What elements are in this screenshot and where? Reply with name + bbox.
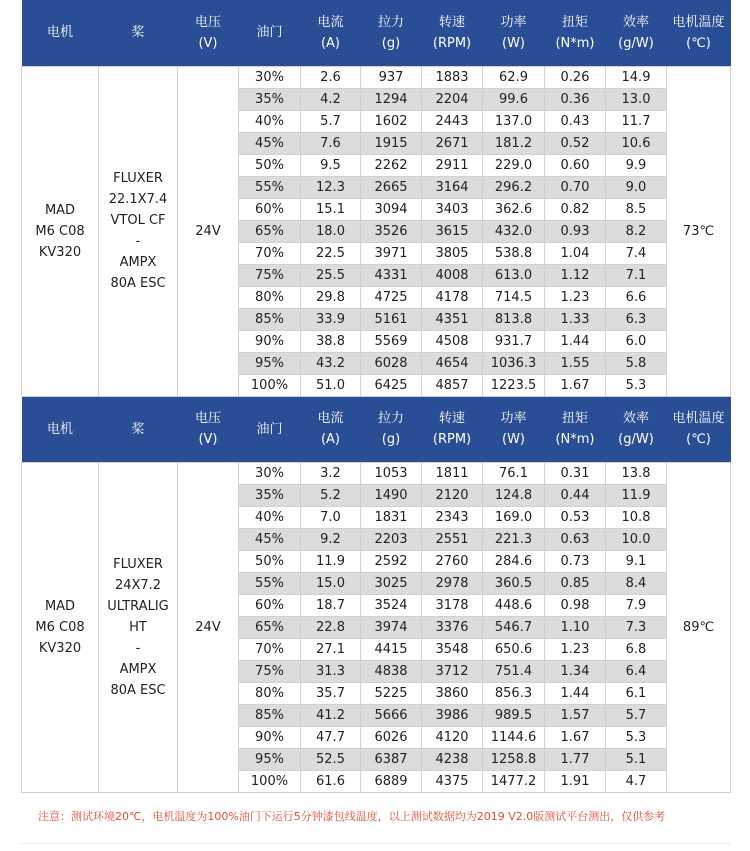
rpm-cell: 2120 [422, 484, 483, 506]
current-cell: 11.9 [301, 550, 361, 572]
prop-cell: FLUXER 22.1X7.4 VTOL CF - AMPX 80A ESC [99, 66, 178, 396]
thrust-cell: 3971 [361, 242, 422, 264]
torque-cell: 0.63 [545, 528, 606, 550]
thrust-cell: 4725 [361, 286, 422, 308]
column-header [301, 396, 361, 462]
throttle-cell: 100% [239, 374, 301, 396]
column-header-unit: (g) [381, 432, 401, 447]
prop-cell: FLUXER 24X7.2 ULTRALIG HT - AMPX 80A ESC [99, 462, 178, 792]
table-row [22, 462, 731, 484]
efficiency-cell: 8.4 [606, 572, 667, 594]
column-header [545, 0, 606, 66]
thrust-cell: 1915 [361, 132, 422, 154]
power-cell: 99.6 [483, 88, 545, 110]
rpm-cell: 3860 [422, 682, 483, 704]
column-header [22, 396, 99, 462]
column-header-label: 桨 [131, 421, 145, 437]
column-header [422, 0, 483, 66]
efficiency-cell: 5.3 [606, 726, 667, 748]
current-cell: 61.6 [301, 770, 361, 792]
efficiency-cell: 6.4 [606, 660, 667, 682]
column-header-unit: (W) [502, 432, 525, 447]
voltage-cell: 24V [178, 462, 239, 792]
motor-cell: MAD M6 C08 KV320 [22, 462, 99, 792]
column-header-unit: (RPM) [432, 35, 472, 51]
column-header-label: 扭矩 [561, 411, 588, 426]
current-cell: 25.5 [301, 264, 361, 286]
column-header [178, 0, 239, 66]
throttle-cell: 55% [239, 572, 301, 594]
column-header-label: 效率 [622, 411, 649, 426]
thrust-cell: 3094 [361, 198, 422, 220]
throttle-cell: 80% [239, 682, 301, 704]
throttle-cell: 40% [239, 506, 301, 528]
power-cell: 360.5 [483, 572, 545, 594]
torque-cell: 0.73 [545, 550, 606, 572]
torque-cell: 1.10 [545, 616, 606, 638]
thrust-cell: 5666 [361, 704, 422, 726]
column-header-label: 功率 [500, 411, 527, 426]
current-cell: 52.5 [301, 748, 361, 770]
rpm-cell: 2978 [422, 572, 483, 594]
column-header-unit: (℃) [686, 432, 711, 447]
efficiency-cell: 9.1 [606, 550, 667, 572]
throttle-cell: 90% [239, 726, 301, 748]
column-header [545, 396, 606, 462]
thrust-cell: 6889 [361, 770, 422, 792]
torque-cell: 0.82 [545, 198, 606, 220]
thrust-cell: 4838 [361, 660, 422, 682]
efficiency-cell: 6.3 [606, 308, 667, 330]
column-header-unit: (g/W) [618, 35, 654, 51]
thrust-cell: 4415 [361, 638, 422, 660]
power-cell: 1144.6 [483, 726, 545, 748]
column-header-unit: (g/W) [618, 432, 654, 447]
current-cell: 15.1 [301, 198, 361, 220]
efficiency-cell: 10.8 [606, 506, 667, 528]
rpm-cell: 4238 [422, 748, 483, 770]
rpm-cell: 2671 [422, 132, 483, 154]
power-cell: 362.6 [483, 198, 545, 220]
current-cell: 29.8 [301, 286, 361, 308]
column-header-unit: (N*m) [555, 35, 595, 51]
rpm-cell: 3805 [422, 242, 483, 264]
column-header [361, 396, 422, 462]
power-cell: 538.8 [483, 242, 545, 264]
throttle-cell: 55% [239, 176, 301, 198]
throttle-cell: 35% [239, 484, 301, 506]
column-header-label: 扭矩 [561, 14, 588, 30]
current-cell: 15.0 [301, 572, 361, 594]
rpm-cell: 1883 [422, 66, 483, 88]
efficiency-cell: 7.3 [606, 616, 667, 638]
thrust-cell: 1294 [361, 88, 422, 110]
rpm-cell: 3712 [422, 660, 483, 682]
rpm-cell: 2551 [422, 528, 483, 550]
power-cell: 1477.2 [483, 770, 545, 792]
column-header [606, 0, 667, 66]
throttle-cell: 65% [239, 616, 301, 638]
power-cell: 1258.8 [483, 748, 545, 770]
column-header [239, 0, 301, 66]
rpm-cell: 4351 [422, 308, 483, 330]
power-cell: 137.0 [483, 110, 545, 132]
torque-cell: 0.44 [545, 484, 606, 506]
efficiency-cell: 5.8 [606, 352, 667, 374]
power-cell: 989.5 [483, 704, 545, 726]
torque-cell: 0.36 [545, 88, 606, 110]
throttle-cell: 85% [239, 308, 301, 330]
efficiency-cell: 7.1 [606, 264, 667, 286]
rpm-cell: 3403 [422, 198, 483, 220]
torque-cell: 1.23 [545, 286, 606, 308]
current-cell: 2.6 [301, 66, 361, 88]
power-cell: 856.3 [483, 682, 545, 704]
throttle-cell: 60% [239, 594, 301, 616]
column-header-unit: (A) [320, 432, 341, 447]
column-header-label: 电流 [317, 14, 344, 30]
rpm-cell: 3178 [422, 594, 483, 616]
power-cell: 813.8 [483, 308, 545, 330]
throttle-cell: 65% [239, 220, 301, 242]
power-cell: 124.8 [483, 484, 545, 506]
thrust-cell: 2665 [361, 176, 422, 198]
torque-cell: 1.12 [545, 264, 606, 286]
thrust-cell: 6387 [361, 748, 422, 770]
efficiency-cell: 5.1 [606, 748, 667, 770]
thrust-cell: 3524 [361, 594, 422, 616]
column-header-unit: (W) [502, 35, 525, 51]
efficiency-cell: 13.0 [606, 88, 667, 110]
power-cell: 1223.5 [483, 374, 545, 396]
voltage-cell: 24V [178, 66, 239, 396]
torque-cell: 0.93 [545, 220, 606, 242]
thrust-cell: 4331 [361, 264, 422, 286]
column-header-label: 电流 [317, 411, 344, 426]
thrust-cell: 5225 [361, 682, 422, 704]
torque-cell: 0.53 [545, 506, 606, 528]
throttle-cell: 50% [239, 550, 301, 572]
power-cell: 62.9 [483, 66, 545, 88]
column-header-label: 功率 [500, 14, 527, 30]
column-header [667, 0, 731, 66]
rpm-cell: 4508 [422, 330, 483, 352]
power-cell: 448.6 [483, 594, 545, 616]
column-header-label: 拉力 [377, 411, 404, 426]
power-cell: 546.7 [483, 616, 545, 638]
rpm-cell: 3986 [422, 704, 483, 726]
table-row [22, 66, 731, 88]
column-header-label: 拉力 [377, 14, 404, 30]
torque-cell: 0.98 [545, 594, 606, 616]
divider [21, 843, 730, 844]
throttle-cell: 85% [239, 704, 301, 726]
column-header [422, 396, 483, 462]
column-header-label: 电机 [46, 421, 73, 437]
throttle-cell: 45% [239, 132, 301, 154]
torque-cell: 1.04 [545, 242, 606, 264]
torque-cell: 1.55 [545, 352, 606, 374]
column-header [22, 0, 99, 66]
temperature-cell: 73℃ [667, 66, 731, 396]
throttle-cell: 50% [239, 154, 301, 176]
rpm-cell: 3615 [422, 220, 483, 242]
column-header [483, 0, 545, 66]
torque-cell: 1.23 [545, 638, 606, 660]
throttle-cell: 45% [239, 528, 301, 550]
throttle-cell: 95% [239, 352, 301, 374]
thrust-cell: 6028 [361, 352, 422, 374]
column-header-label: 效率 [622, 14, 649, 30]
efficiency-cell: 6.8 [606, 638, 667, 660]
column-header-label: 电机 [46, 25, 73, 41]
power-cell: 229.0 [483, 154, 545, 176]
efficiency-cell: 10.0 [606, 528, 667, 550]
rpm-cell: 2204 [422, 88, 483, 110]
power-cell: 284.6 [483, 550, 545, 572]
current-cell: 9.2 [301, 528, 361, 550]
power-cell: 296.2 [483, 176, 545, 198]
throttle-cell: 40% [239, 110, 301, 132]
throttle-cell: 60% [239, 198, 301, 220]
column-header-label: 电机温度 [672, 14, 725, 30]
power-cell: 181.2 [483, 132, 545, 154]
column-header-label: 电机温度 [672, 411, 725, 426]
torque-cell: 0.31 [545, 462, 606, 484]
power-cell: 751.4 [483, 660, 545, 682]
current-cell: 4.2 [301, 88, 361, 110]
column-header-label: 转速 [438, 14, 465, 30]
current-cell: 22.5 [301, 242, 361, 264]
current-cell: 31.3 [301, 660, 361, 682]
efficiency-cell: 9.9 [606, 154, 667, 176]
motor-cell: MAD M6 C08 KV320 [22, 66, 99, 396]
rpm-cell: 3164 [422, 176, 483, 198]
power-cell: 1036.3 [483, 352, 545, 374]
throttle-cell: 70% [239, 638, 301, 660]
torque-cell: 0.60 [545, 154, 606, 176]
rpm-cell: 2760 [422, 550, 483, 572]
efficiency-cell: 13.8 [606, 462, 667, 484]
torque-cell: 1.33 [545, 308, 606, 330]
torque-cell: 1.57 [545, 704, 606, 726]
torque-cell: 1.44 [545, 682, 606, 704]
throttle-cell: 30% [239, 66, 301, 88]
power-cell: 432.0 [483, 220, 545, 242]
thrust-cell: 6026 [361, 726, 422, 748]
efficiency-cell: 11.9 [606, 484, 667, 506]
current-cell: 18.7 [301, 594, 361, 616]
current-cell: 22.8 [301, 616, 361, 638]
thrust-cell: 5161 [361, 308, 422, 330]
torque-cell: 0.85 [545, 572, 606, 594]
rpm-cell: 4120 [422, 726, 483, 748]
efficiency-cell: 9.0 [606, 176, 667, 198]
thrust-cell: 2262 [361, 154, 422, 176]
column-header [361, 0, 422, 66]
thrust-cell: 6425 [361, 374, 422, 396]
column-header-unit: (℃) [686, 35, 711, 51]
column-header [239, 396, 301, 462]
rpm-cell: 1811 [422, 462, 483, 484]
current-cell: 12.3 [301, 176, 361, 198]
thrust-cell: 2203 [361, 528, 422, 550]
test-note: 注意：测试环境20℃，电机温度为100%油门下运行5分钟漆包线温度，以上测试数据均为2019 V2.0版测试平台测出，仅供参考 [38, 810, 666, 823]
power-cell: 613.0 [483, 264, 545, 286]
current-cell: 51.0 [301, 374, 361, 396]
column-header-label: 电压 [194, 14, 221, 30]
rpm-cell: 4375 [422, 770, 483, 792]
thrust-cell: 3526 [361, 220, 422, 242]
torque-cell: 1.91 [545, 770, 606, 792]
efficiency-cell: 8.5 [606, 198, 667, 220]
thrust-cell: 1053 [361, 462, 422, 484]
throttle-cell: 30% [239, 462, 301, 484]
efficiency-cell: 6.1 [606, 682, 667, 704]
rpm-cell: 4857 [422, 374, 483, 396]
rpm-cell: 4008 [422, 264, 483, 286]
torque-cell: 0.43 [545, 110, 606, 132]
column-header [301, 0, 361, 66]
thrust-cell: 1831 [361, 506, 422, 528]
throttle-cell: 75% [239, 264, 301, 286]
power-cell: 169.0 [483, 506, 545, 528]
rpm-cell: 3548 [422, 638, 483, 660]
header-row [22, 396, 731, 462]
column-header-unit: (RPM) [432, 432, 472, 447]
column-header [667, 396, 731, 462]
efficiency-cell: 11.7 [606, 110, 667, 132]
rpm-cell: 2911 [422, 154, 483, 176]
thrust-cell: 3974 [361, 616, 422, 638]
thrust-cell: 3025 [361, 572, 422, 594]
current-cell: 35.7 [301, 682, 361, 704]
column-header-label: 油门 [256, 421, 283, 437]
temperature-cell: 89℃ [667, 462, 731, 792]
spec-tables [21, 0, 730, 793]
current-cell: 47.7 [301, 726, 361, 748]
throttle-cell: 70% [239, 242, 301, 264]
throttle-cell: 35% [239, 88, 301, 110]
rpm-cell: 2343 [422, 506, 483, 528]
current-cell: 18.0 [301, 220, 361, 242]
rpm-cell: 4178 [422, 286, 483, 308]
power-cell: 650.6 [483, 638, 545, 660]
torque-cell: 1.67 [545, 726, 606, 748]
efficiency-cell: 8.2 [606, 220, 667, 242]
torque-cell: 0.52 [545, 132, 606, 154]
torque-cell: 1.44 [545, 330, 606, 352]
current-cell: 41.2 [301, 704, 361, 726]
rpm-cell: 3376 [422, 616, 483, 638]
column-header-unit: (V) [198, 432, 218, 447]
torque-cell: 1.34 [545, 660, 606, 682]
power-cell: 221.3 [483, 528, 545, 550]
efficiency-cell: 7.9 [606, 594, 667, 616]
efficiency-cell: 10.6 [606, 132, 667, 154]
current-cell: 33.9 [301, 308, 361, 330]
column-header-label: 桨 [131, 25, 145, 41]
torque-cell: 0.26 [545, 66, 606, 88]
efficiency-cell: 5.3 [606, 374, 667, 396]
throttle-cell: 80% [239, 286, 301, 308]
torque-cell: 0.70 [545, 176, 606, 198]
column-header-label: 电压 [194, 411, 221, 426]
rpm-cell: 2443 [422, 110, 483, 132]
column-header [99, 396, 178, 462]
rpm-cell: 4654 [422, 352, 483, 374]
current-cell: 9.5 [301, 154, 361, 176]
column-header-label: 油门 [256, 25, 283, 41]
column-header-label: 转速 [438, 411, 465, 426]
header-row [22, 0, 731, 66]
efficiency-cell: 7.4 [606, 242, 667, 264]
column-header-unit: (g) [381, 35, 401, 51]
current-cell: 5.2 [301, 484, 361, 506]
efficiency-cell: 6.6 [606, 286, 667, 308]
current-cell: 3.2 [301, 462, 361, 484]
torque-cell: 1.77 [545, 748, 606, 770]
throttle-cell: 95% [239, 748, 301, 770]
thrust-cell: 937 [361, 66, 422, 88]
efficiency-cell: 5.7 [606, 704, 667, 726]
current-cell: 7.0 [301, 506, 361, 528]
power-cell: 714.5 [483, 286, 545, 308]
column-header-unit: (V) [198, 35, 218, 51]
throttle-cell: 100% [239, 770, 301, 792]
current-cell: 5.7 [301, 110, 361, 132]
thrust-cell: 1602 [361, 110, 422, 132]
current-cell: 38.8 [301, 330, 361, 352]
power-cell: 76.1 [483, 462, 545, 484]
current-cell: 43.2 [301, 352, 361, 374]
thrust-cell: 5569 [361, 330, 422, 352]
column-header [99, 0, 178, 66]
current-cell: 27.1 [301, 638, 361, 660]
column-header [606, 396, 667, 462]
throttle-cell: 90% [239, 330, 301, 352]
column-header-unit: (A) [320, 35, 341, 51]
thrust-cell: 2592 [361, 550, 422, 572]
column-header [178, 396, 239, 462]
motor-spec-table [21, 0, 731, 793]
current-cell: 7.6 [301, 132, 361, 154]
efficiency-cell: 4.7 [606, 770, 667, 792]
power-cell: 931.7 [483, 330, 545, 352]
column-header [483, 396, 545, 462]
torque-cell: 1.67 [545, 374, 606, 396]
efficiency-cell: 6.0 [606, 330, 667, 352]
throttle-cell: 75% [239, 660, 301, 682]
thrust-cell: 1490 [361, 484, 422, 506]
column-header-unit: (N*m) [555, 432, 595, 447]
efficiency-cell: 14.9 [606, 66, 667, 88]
